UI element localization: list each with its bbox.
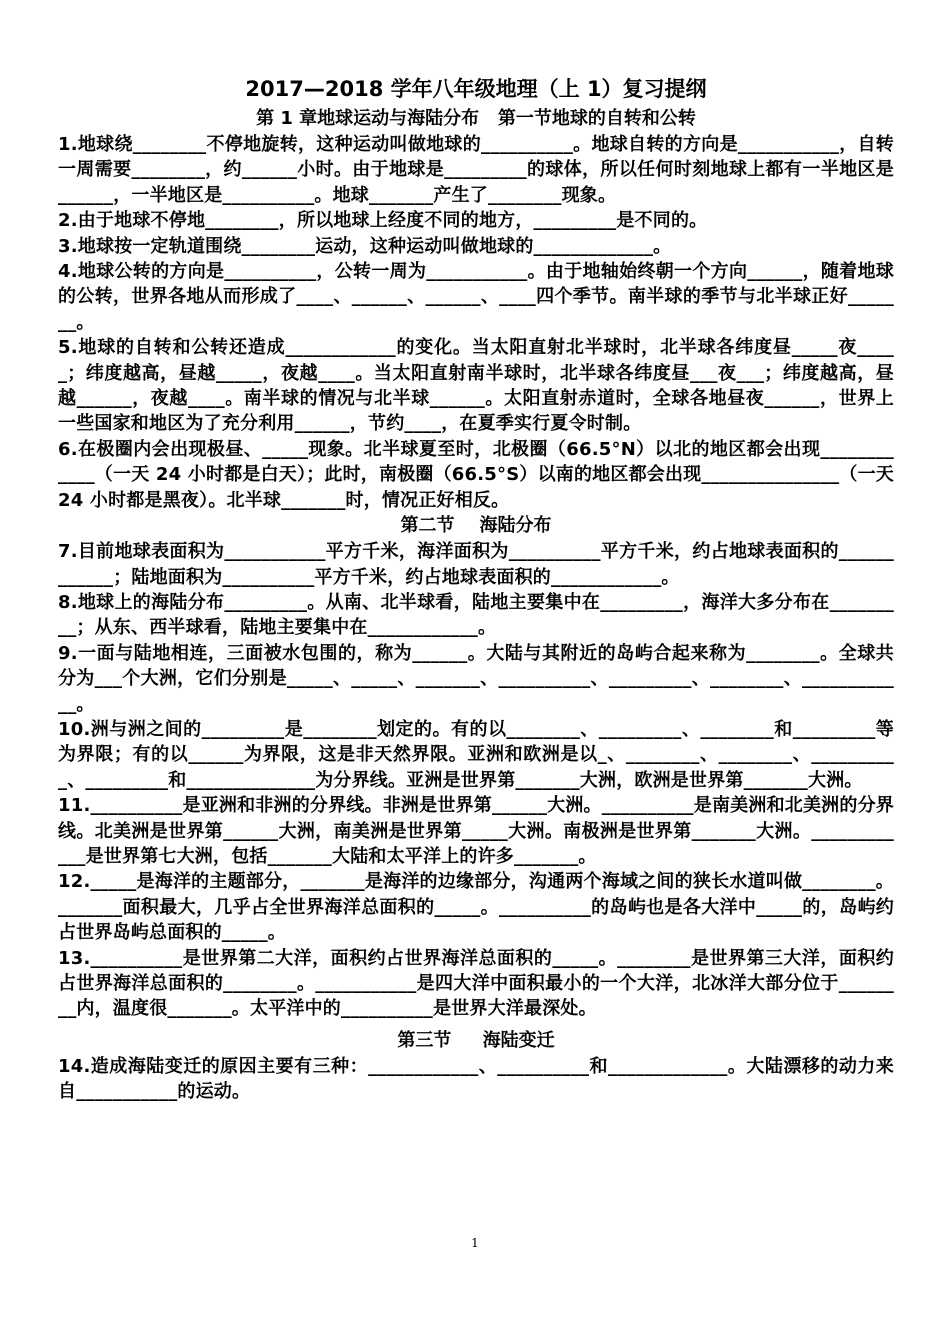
- section-heading-2: 第二节 海陆分布: [400, 515, 552, 537]
- question-13: 13.__________是世界第二大洋，面积约占世界海洋总面积的_____。________是世界第三大洋，面积约占世界海洋总面积的________。___________是四大洋中面积最小的一个大洋，北冰洋大部分位于________内，温度很_______。太平洋中的__________是世界大洋最深处。: [58, 947, 894, 1020]
- question-2: 2.由于地球不停地________，所以地球上经度不同的地方，_________是不同的。: [58, 210, 708, 232]
- question-11: 11.__________是亚洲和非洲的分界线。非洲是世界第______大洲。__________是南美洲和北美洲的分界线。北美洲是世界第______大洲，南美洲是世界第_____大洲。南极洲是世界第_______大洲。____________是世界第七大洲，包括_______大陆和太平洋上的许多_______。: [58, 795, 894, 867]
- question-10: 10.洲与洲之间的_________是________划定的。有的以________、_________、________和_________等为界限；有的以______为界限，这是非天然界限。亚洲和欧洲是以_、________、________、__________、_________和______________为分界线。亚洲是世界第_______大洲，欧洲是世界第_______大洲。: [58, 718, 894, 791]
- question-5: 5.地球的自转和公转还造成____________的变化。当太阳直射北半球时，北半球各纬度昼_____夜_____；纬度越高，昼越_____，夜越____。当太阳直射南半球时，北半球各纬度昼___夜___；纬度越高，昼越______，夜越____。南半球的情况与北半球______。太阳直射赤道时，全球各地昼夜______，世界上一些国家和地区为了充分利用______，节约____，在夏季实行夏令时制。: [58, 337, 894, 435]
- section-heading-1: 第 1 章地球运动与海陆分布 第一节地球的自转和公转: [256, 108, 696, 129]
- page-number: 1: [471, 1236, 479, 1250]
- document-page: [58, 72, 894, 1105]
- question-4: 4.地球公转的方向是__________，公转一周为___________。由于地轴始终朝一个方向______，随着地球的公转，世界各地从而形成了____、______、______、____四个季节。南半球的季节与北半球正好_______。: [58, 261, 894, 333]
- question-12: 12._____是海洋的主题部分，_______是海洋的边缘部分，沟通两个海域之间的狭长水道叫做________。_______面积最大，几乎占全世界海洋总面积的_____。__________的岛屿也是各大洋中_____的，岛屿约占世界岛屿总面积的_____。: [58, 871, 894, 944]
- question-1: 1.地球绕________不停地旋转，这种运动叫做地球的__________。地球自转的方向是___________，自转一周需要________，约______小时。由于地球是_________的球体，所以任何时刻地球上都有一半地区是______，一半地区是__________。地球_______产生了________现象。: [58, 134, 894, 206]
- document-title: 2017—2018 学年八年级地理（上 1）复习提纲: [245, 77, 707, 101]
- question-6: 6.在极圈内会出现极昼、_____现象。北半球夏至时，北极圈（66.5°N）以北的地区都会出现____________（一天 24 小时都是白天）；此时，南极圈（66.5°S）以南的地区都会出现_______________（一天 24 小时都是黑夜）。北半球_______时，情况正好相反。: [58, 438, 894, 511]
- question-9: 9.一面与陆地相连，三面被水包围的，称为______。大陆与其附近的岛屿合起来称为________。全球共分为___个大洲，它们分别是_____、_____、_______、__________、_________、________、____________。: [58, 642, 894, 715]
- question-14: 14.造成海陆变迁的原因主要有三种：____________、__________和_____________。大陆漂移的动力来自___________的运动。: [58, 1055, 894, 1103]
- section-heading-3: 第三节 海陆变迁: [397, 1029, 555, 1051]
- question-7: 7.目前地球表面积为___________平方千米，海洋面积为__________平方千米，约占地球表面积的____________；陆地面积为__________平方千米，约占地球表面积的____________。: [58, 541, 894, 588]
- question-3: 3.地球按一定轨道围绕________运动，这种运动叫做地球的_____________。: [58, 235, 672, 257]
- question-8: 8.地球上的海陆分布_________。从南、北半球看，陆地主要集中在_________，海洋大多分布在_________；从东、西半球看，陆地主要集中在____________。: [58, 591, 894, 639]
